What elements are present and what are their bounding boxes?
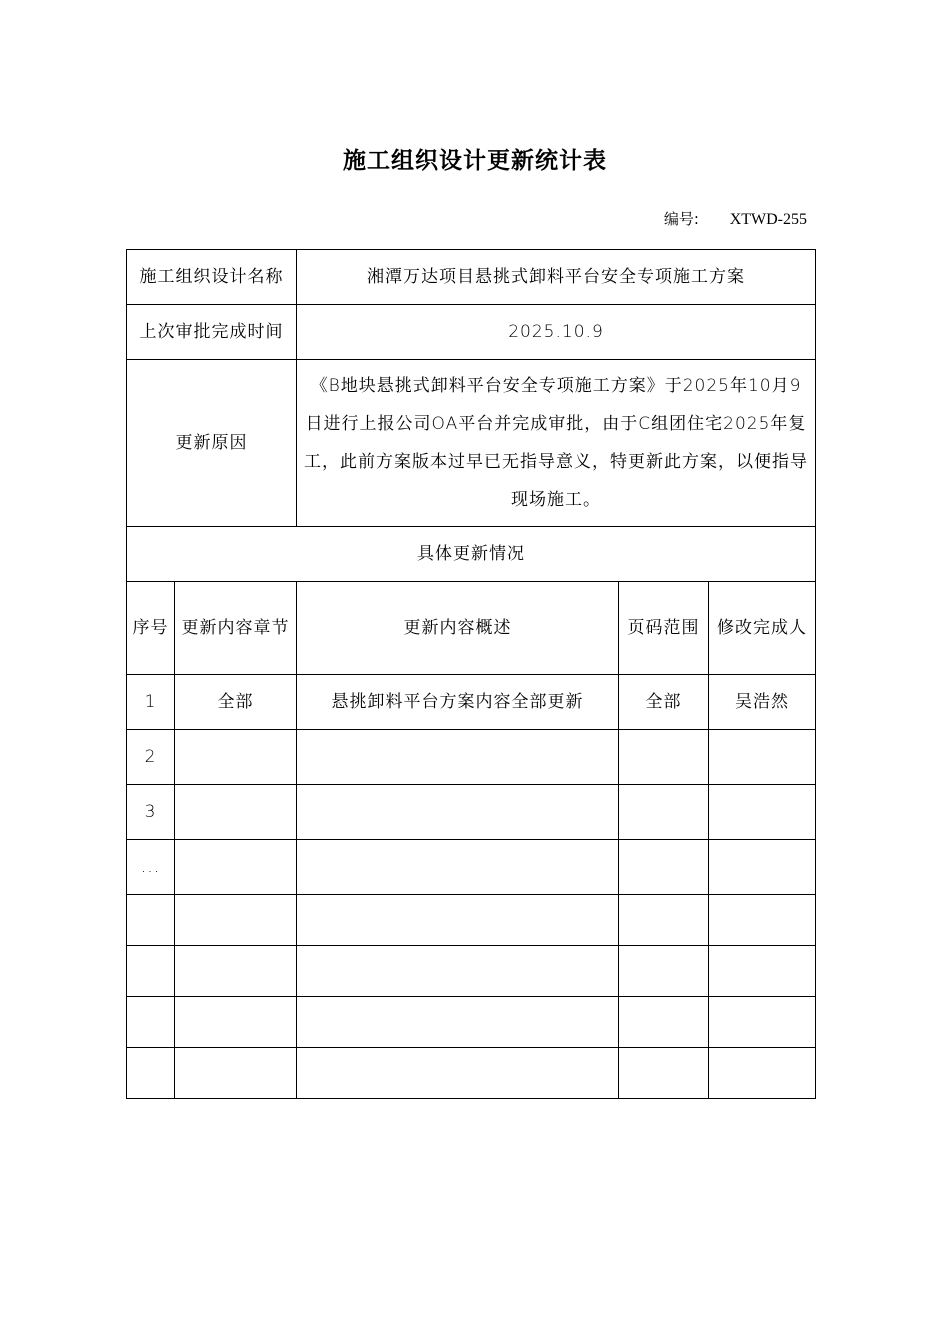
row-summary <box>297 785 619 840</box>
reason-label: 更新原因 <box>127 360 297 527</box>
header-editor: 修改完成人 <box>709 582 816 675</box>
row-pages <box>619 1048 709 1099</box>
document-title: 施工组织设计更新统计表 <box>343 148 607 174</box>
update-stats-table <box>126 249 816 1099</box>
row-pages <box>619 997 709 1048</box>
row-summary <box>297 1048 619 1099</box>
last-approval-value: 2025.10.9 <box>297 305 816 360</box>
row-index <box>127 895 175 946</box>
row-index <box>127 946 175 997</box>
table-row <box>127 675 816 730</box>
row-pages <box>619 840 709 895</box>
row-editor <box>709 1048 816 1099</box>
row-index: ... <box>127 840 175 895</box>
row-index <box>127 1048 175 1099</box>
header-index: 序号 <box>127 582 175 675</box>
row-editor <box>709 946 816 997</box>
row-chapter <box>175 895 297 946</box>
row-index: 2 <box>127 730 175 785</box>
table-row <box>127 997 816 1048</box>
reason-value: 《B地块悬挑式卸料平台安全专项施工方案》于2025年10月9日进行上报公司OA平台并完成审批，由于C组团住宅2025年复工，此前方案版本过早已无指导意义，特更新此方案，以便指导现场施工。 <box>297 360 816 527</box>
row-editor <box>709 730 816 785</box>
table-header-row <box>127 582 816 675</box>
row-index: 1 <box>127 675 175 730</box>
header-pages: 页码范围 <box>619 582 709 675</box>
code-value: XTWD-255 <box>729 211 807 228</box>
name-label: 施工组织设计名称 <box>127 250 297 305</box>
row-summary <box>297 895 619 946</box>
row-editor <box>709 840 816 895</box>
row-summary <box>297 946 619 997</box>
row-chapter <box>175 997 297 1048</box>
code-label: 编号: <box>663 210 699 228</box>
row-pages <box>619 730 709 785</box>
row-chapter <box>175 946 297 997</box>
table-row <box>127 840 816 895</box>
row-chapter <box>175 730 297 785</box>
row-pages <box>619 946 709 997</box>
table-row <box>127 730 816 785</box>
header-summary: 更新内容概述 <box>297 582 619 675</box>
last-approval-label: 上次审批完成时间 <box>127 305 297 360</box>
name-value: 湘潭万达项目悬挑式卸料平台安全专项施工方案 <box>297 250 816 305</box>
table-row <box>127 895 816 946</box>
row-index: 3 <box>127 785 175 840</box>
row-summary <box>297 840 619 895</box>
row-chapter <box>175 785 297 840</box>
row-pages <box>619 895 709 946</box>
row-pages: 全部 <box>619 675 709 730</box>
table-row <box>127 1048 816 1099</box>
row-summary <box>297 997 619 1048</box>
row-pages <box>619 785 709 840</box>
row-index <box>127 997 175 1048</box>
row-summary <box>297 730 619 785</box>
row-chapter <box>175 1048 297 1099</box>
row-summary: 悬挑卸料平台方案内容全部更新 <box>297 675 619 730</box>
row-editor: 吴浩然 <box>709 675 816 730</box>
document-code <box>664 208 807 229</box>
section-label: 具体更新情况 <box>127 527 816 582</box>
row-chapter <box>175 840 297 895</box>
row-editor <box>709 895 816 946</box>
header-chapter: 更新内容章节 <box>175 582 297 675</box>
table-row <box>127 946 816 997</box>
row-editor <box>709 785 816 840</box>
row-chapter: 全部 <box>175 675 297 730</box>
table-row <box>127 785 816 840</box>
row-editor <box>709 997 816 1048</box>
